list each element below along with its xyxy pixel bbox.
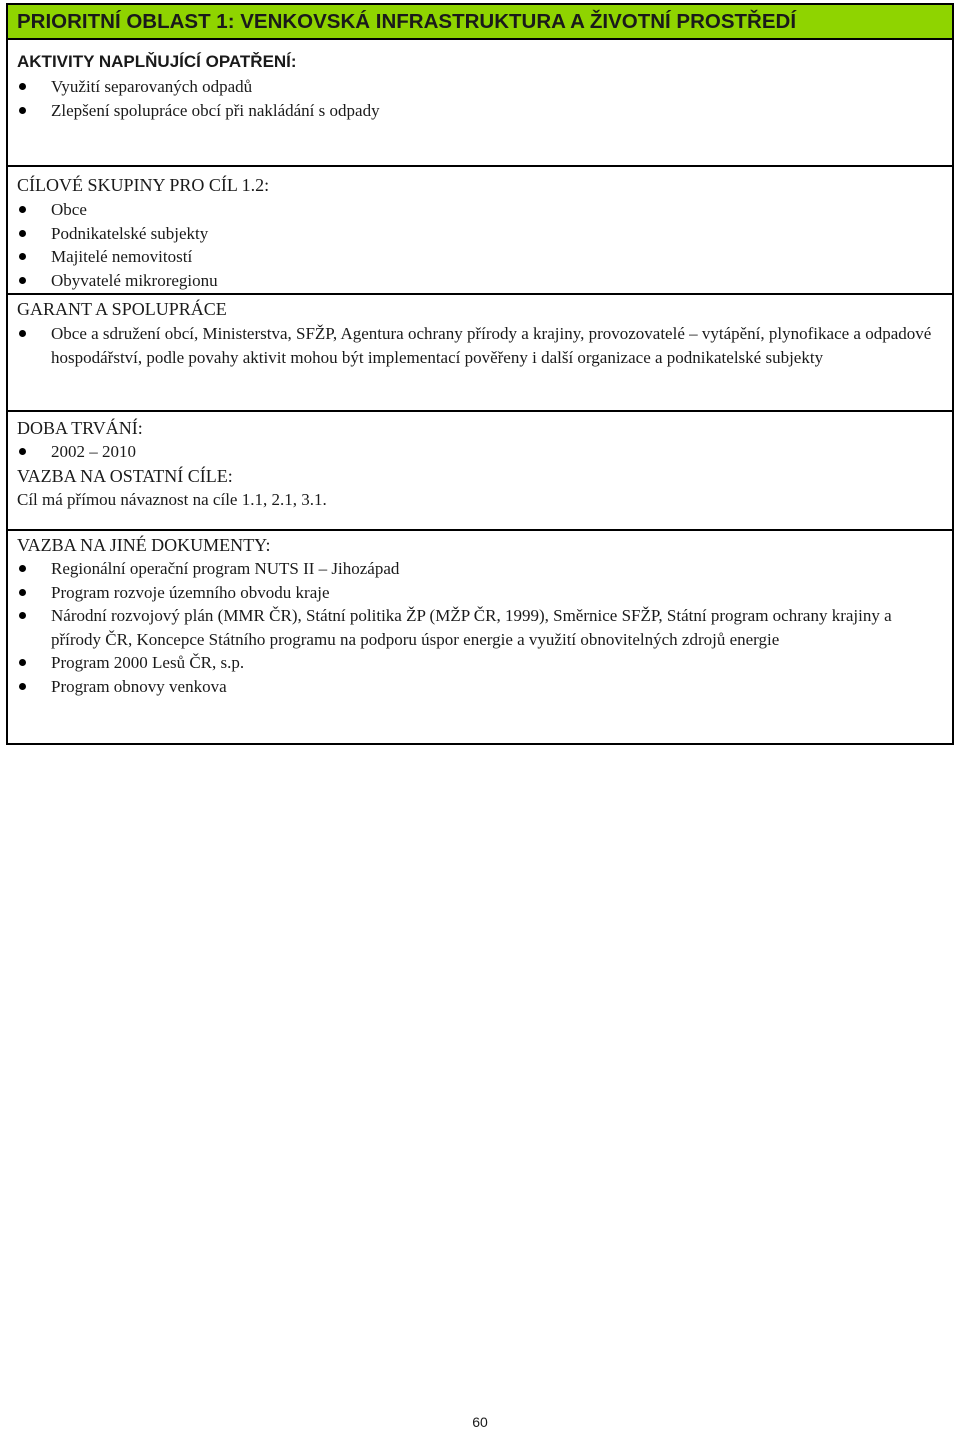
list-item: Program rozvoje územního obvodu kraje <box>17 581 944 605</box>
list-item: Podnikatelské subjekty <box>17 222 944 246</box>
other-goals-text: Cíl má přímou návaznost na cíle 1.1, 2.1, 3.1. <box>17 489 327 509</box>
list-item: Majitelé nemovitostí <box>17 245 944 269</box>
duration-heading: DOBA TRVÁNÍ: <box>17 418 143 438</box>
list-item: Program 2000 Lesů ČR, s.p. <box>17 651 944 675</box>
activities-list <box>17 75 944 122</box>
priority-area-title <box>8 5 952 40</box>
bullet-icon <box>19 83 26 90</box>
list-item: Obce a sdružení obcí, Ministerstva, SFŽP, Agentura ochrany přírody a krajiny, provozovatelé – vytápění, plynofikace a odpadové hospodářství, podle povahy aktivit mohou být implementací pověřeny i další organizace a podnikatelské subjekty <box>17 322 944 369</box>
list-item: Národní rozvojový plán (MMR ČR), Státní politika ŽP (MŽP ČR, 1999), Směrnice SFŽP, Státní program ochrany krajiny a přírody ČR, Koncepce Státního programu na podporu úspor energie a využití obnovitelných zdrojů energie <box>17 604 944 651</box>
bullet-icon <box>19 659 26 666</box>
page-number: 60 <box>472 1414 488 1430</box>
list-item: Regionální operační program NUTS II – Jihozápad <box>17 557 944 581</box>
target-groups-heading: CÍLOVÉ SKUPINY PRO CÍL 1.2: <box>17 175 270 195</box>
target-groups-list <box>17 198 944 292</box>
activities-section <box>8 40 952 167</box>
list-item: Zlepšení spolupráce obcí při nakládání s odpady <box>17 99 944 123</box>
bullet-icon <box>19 107 26 114</box>
bullet-icon <box>19 612 26 619</box>
guarantor-heading: GARANT A SPOLUPRÁCE <box>17 299 227 319</box>
guarantor-list <box>17 322 944 369</box>
bullet-icon <box>19 253 26 260</box>
duration-section <box>8 412 952 531</box>
bullet-icon <box>19 589 26 596</box>
guarantor-section <box>8 295 952 412</box>
duration-list <box>17 440 944 464</box>
bullet-icon <box>19 330 26 337</box>
bullet-icon <box>19 565 26 572</box>
list-item: 2002 – 2010 <box>17 440 944 464</box>
bullet-icon <box>19 206 26 213</box>
activities-heading: AKTIVITY NAPLŇUJÍCÍ OPATŘENÍ: <box>17 52 297 71</box>
bullet-icon <box>19 277 26 284</box>
documents-list <box>17 557 944 698</box>
documents-section <box>8 531 952 743</box>
priority-area-title-text: PRIORITNÍ OBLAST 1: VENKOVSKÁ INFRASTRUKTURA A ŽIVOTNÍ PROSTŘEDÍ <box>17 10 797 33</box>
target-groups-section <box>8 167 952 295</box>
list-item: Obyvatelé mikroregionu <box>17 269 944 293</box>
bullet-icon <box>19 683 26 690</box>
other-goals-heading: VAZBA NA OSTATNÍ CÍLE: <box>17 465 233 486</box>
bullet-icon <box>19 448 26 455</box>
list-item: Program obnovy venkova <box>17 675 944 699</box>
list-item: Obce <box>17 198 944 222</box>
priority-area-table <box>6 3 954 745</box>
bullet-icon <box>19 230 26 237</box>
list-item: Využití separovaných odpadů <box>17 75 944 99</box>
documents-heading: VAZBA NA JINÉ DOKUMENTY: <box>17 535 271 555</box>
